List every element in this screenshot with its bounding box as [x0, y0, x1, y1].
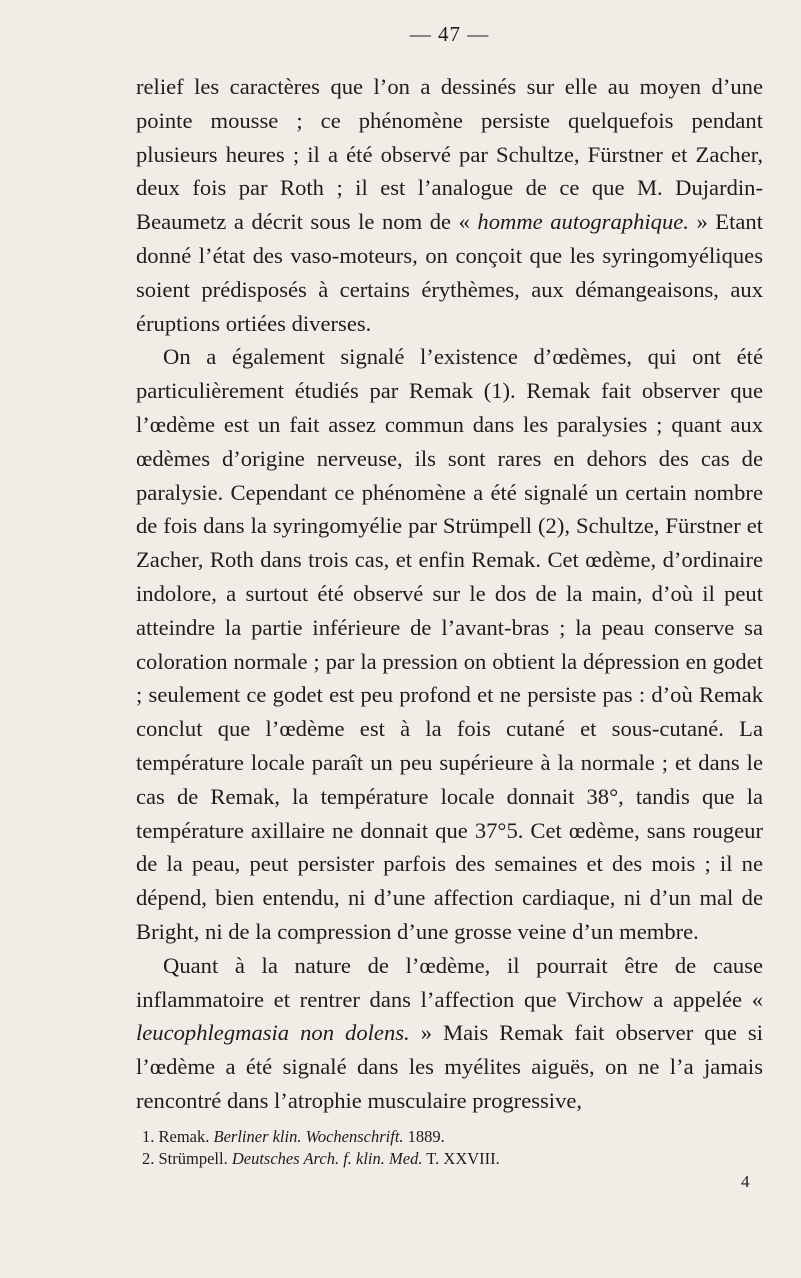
- paragraph-3-text-b: » Mais Remak fait observer que si l’œdème a été signalé dans les myélites aiguës, on ne l’a jamais rencontré dans l’atrophie musculaire progressive,: [136, 1020, 763, 1113]
- signature-mark: 4: [741, 1172, 750, 1191]
- footnote-1-journal: Berliner klin. Wochenschrift.: [213, 1127, 404, 1146]
- paragraph-2: On a également signalé l’existence d’œdèmes, qui ont été particulièrement étudiés par Remak (1). Remak fait observer que l’œdème est un fait assez commun dans les paralysies ; quant aux œdèmes d’origine nerveuse, ils sont rares en dehors des cas de paralysie. Cependant ce phénomène a été signalé un certain nombre de fois dans la syringomyélie par Strümpell (2), Schultze, Fürstner et Zacher, Roth dans trois cas, et enfin Remak. Cet œdème, d’ordinaire indolore, a surtout été observé sur le dos de la main, d’où il peut atteindre la partie inférieure de l’avant-bras ; la peau conserve sa coloration normale ; par la pression on obtient la dépression en godet ; seulement ce godet est peu profond et ne persiste pas : d’où Remak conclut que l’œdème est à la fois cutané et sous-cutané. La température locale paraît un peu supérieure à la normale ; et dans le cas de Remak, la température locale donnait 38°, tandis que la température axillaire ne donnait que 37°5. Cet œdème, sans rougeur de la peau, peut persister parfois des semaines et des mois ; il ne dépend, bien entendu, ni d’une affection cardiaque, ni d’un mal de Bright, ni de la compression d’une grosse veine d’un membre.: [136, 344, 763, 944]
- paragraph-3: [136, 949, 763, 1118]
- footnotes: [136, 1126, 763, 1170]
- page-number: — 47 —: [409, 22, 490, 46]
- footnote-2-journal: Deutsches Arch. f. klin. Med.: [231, 1149, 423, 1168]
- footnote-2-ref: 2. Strümpell.: [142, 1149, 232, 1168]
- footnote-2-volume: T. XXVIII.: [422, 1149, 500, 1168]
- body-text: [136, 70, 763, 1118]
- paragraph-3-italic-term: leucophlegmasia non dolens.: [136, 1020, 410, 1046]
- paragraph-1-text-a: relief les caractères que l’on a dessinés sur elle au moyen d’une pointe mousse ; ce phénomène persiste quelquefois pendant plusieurs heures ; il a été observé par Schultze, Fürstner et Zacher, deux fois par Roth ; il est l’analogue de ce que M. Dujardin-Beaumetz a décrit sous le nom de «: [136, 74, 763, 235]
- footnote-1: [136, 1126, 763, 1148]
- paragraph-1-text-b: » Etant donné l’état des vaso-moteurs, on conçoit que les syringomyéliques soient prédisposés à certains érythèmes, aux démangeaisons, aux éruptions ortiées diverses.: [136, 209, 763, 336]
- footnote-1-ref: 1. Remak.: [142, 1127, 214, 1146]
- paragraph-1-italic-term: homme autographique.: [477, 209, 689, 235]
- paragraph-3-text-a: Quant à la nature de l’œdème, il pourrait être de cause inflammatoire et rentrer dans l’affection que Virchow a appelée «: [136, 952, 763, 1012]
- footnote-2: [136, 1148, 763, 1170]
- paragraph-1: [136, 70, 763, 340]
- footnote-1-year: 1889.: [403, 1127, 445, 1146]
